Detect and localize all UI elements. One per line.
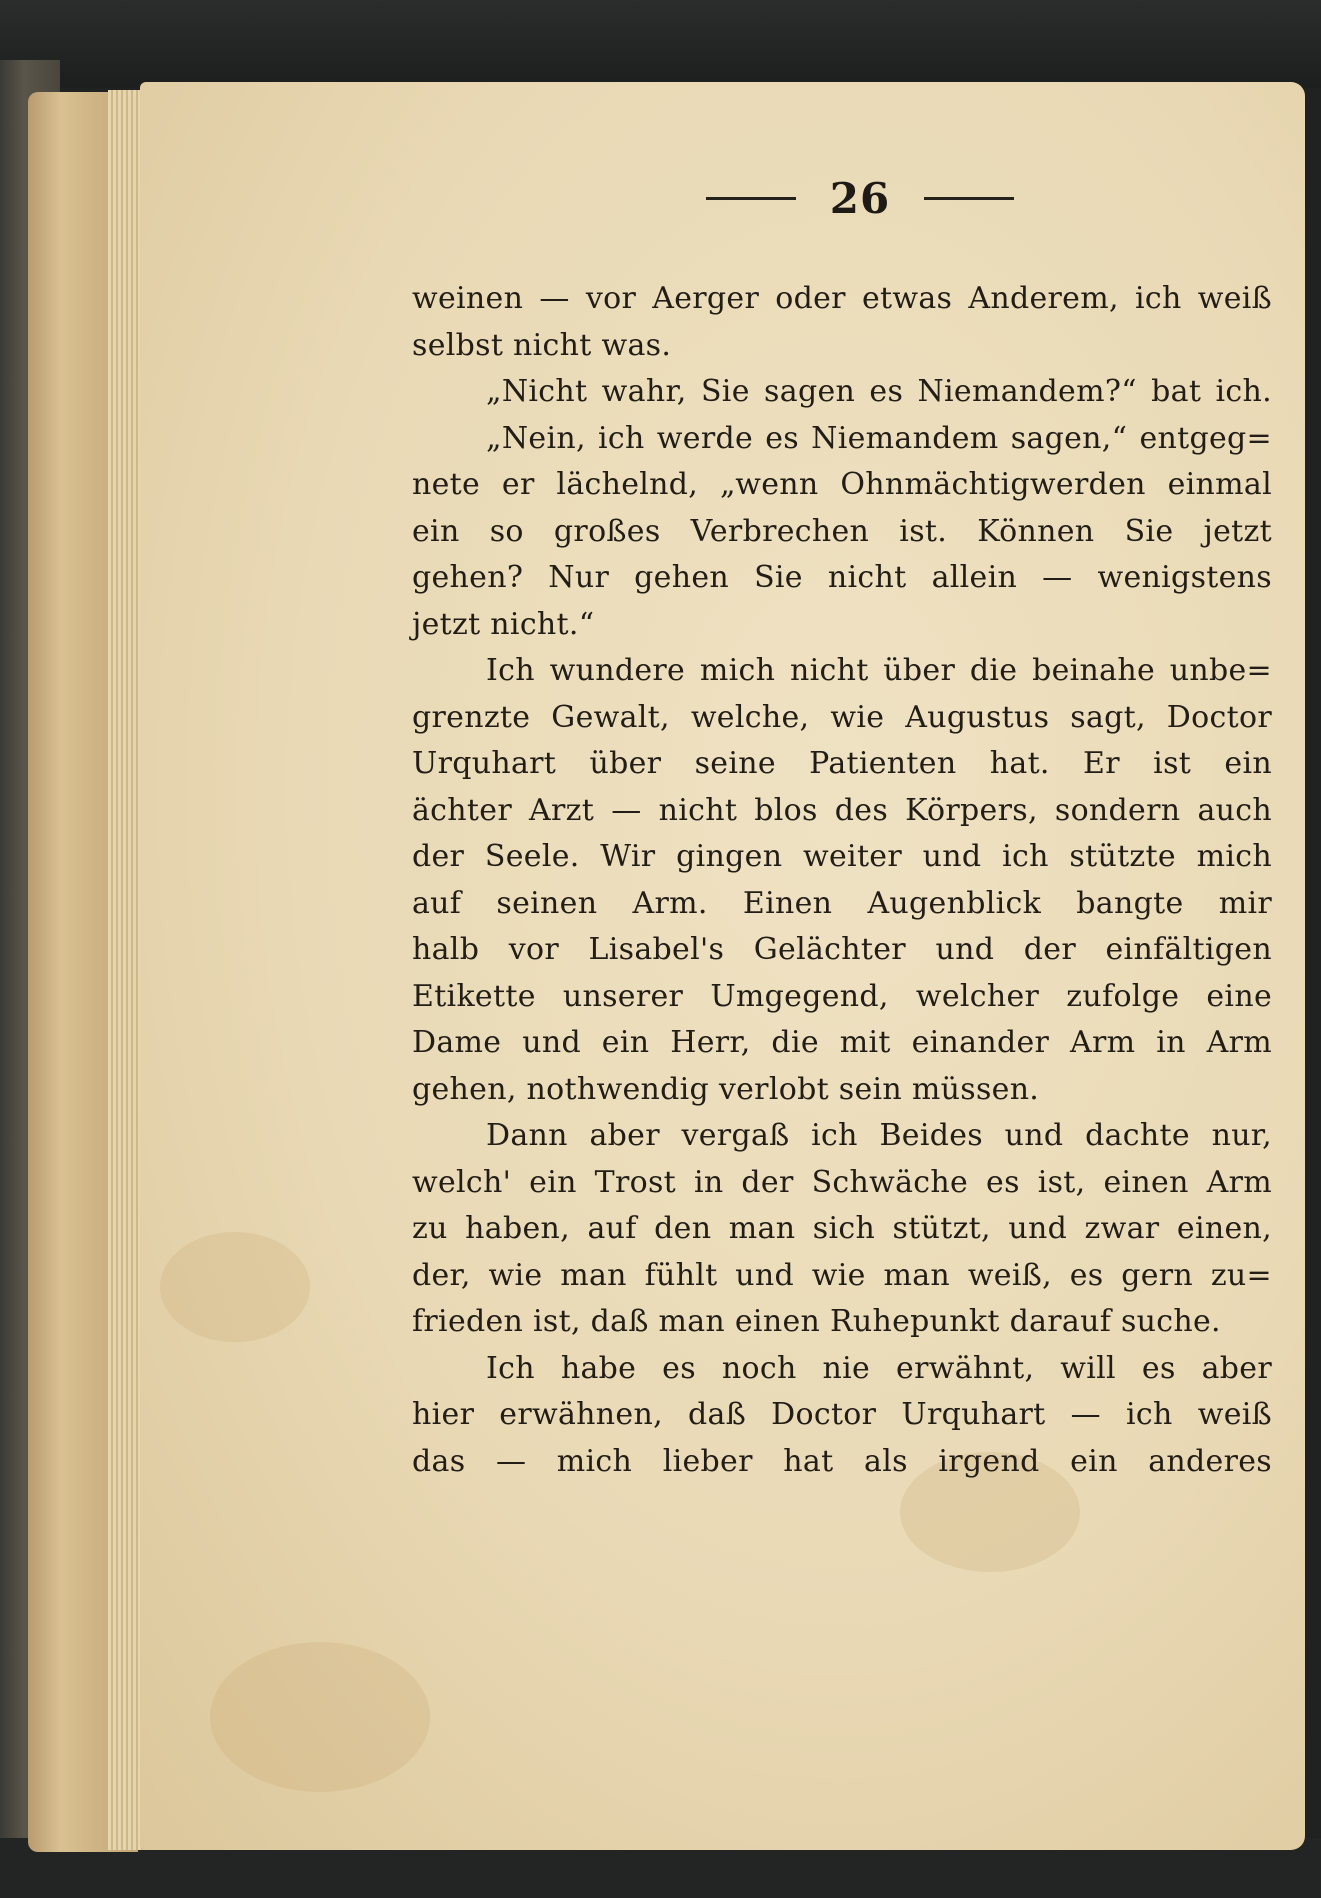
text-line: frieden ist, daß man einen Ruhepunkt darauf suche. bbox=[412, 1304, 1221, 1339]
text-line: Dame und ein Herr, die mit einander Arm in Arm bbox=[412, 1025, 1272, 1060]
text-line: der, wie man fühlt und wie man weiß, es gern zu= bbox=[412, 1257, 1272, 1293]
text-line: Ich wundere mich nicht über die beinahe unbe= bbox=[486, 653, 1272, 688]
text-line: „Nein, ich werde es Niemandem sagen,“ entgeg= bbox=[486, 420, 1272, 456]
text-line: „Nicht wahr, Sie sagen es Niemandem?“ bat ich. bbox=[486, 374, 1272, 409]
text-line: nete er lächelnd, „wenn Ohnmächtigwerden einmal bbox=[412, 467, 1272, 502]
text-line: Ich habe es noch nie erwähnt, will es aber bbox=[486, 1350, 1272, 1386]
header-rule-left bbox=[706, 197, 796, 200]
paper-stain bbox=[210, 1642, 430, 1792]
text-line: jetzt nicht.“ bbox=[412, 606, 595, 642]
text-line: hier erwähnen, daß Doctor Urquhart — ich weiß bbox=[412, 1397, 1272, 1432]
text-line: der Seele. Wir gingen weiter und ich stützte mich bbox=[412, 839, 1272, 874]
header-rule-right bbox=[924, 197, 1014, 200]
text-line: grenzte Gewalt, welche, wie Augustus sagt, Doctor bbox=[412, 699, 1272, 735]
text-line: welch' ein Trost in der Schwäche es ist, einen Arm bbox=[412, 1164, 1272, 1200]
text-line: ein so großes Verbrechen ist. Können Sie jetzt bbox=[412, 513, 1272, 549]
text-line: selbst nicht was. bbox=[412, 327, 672, 363]
text-line: zu haben, auf den man sich stützt, und zwar einen, bbox=[412, 1211, 1272, 1246]
page-number: 26 bbox=[829, 173, 891, 223]
body-text bbox=[412, 276, 1272, 1485]
text-line: ächter Arzt — nicht blos des Körpers, sondern auch bbox=[412, 792, 1272, 828]
text-line: Etikette unserer Umgegend, welcher zufolge eine bbox=[412, 978, 1272, 1014]
text-line: halb vor Lisabel's Gelächter und der einfältigen bbox=[412, 932, 1272, 967]
text-line: gehen, nothwendig verlobt sein müssen. bbox=[412, 1071, 1040, 1107]
paper-stain bbox=[160, 1232, 310, 1342]
page-header bbox=[650, 168, 1070, 228]
text-line: auf seinen Arm. Einen Augenblick bangte mir bbox=[412, 885, 1272, 921]
text-line: gehen? Nur gehen Sie nicht allein — wenigstens bbox=[412, 560, 1272, 595]
text-line: Urquhart über seine Patienten hat. Er ist ein bbox=[412, 746, 1272, 781]
text-line: das — mich lieber hat als irgend ein anderes bbox=[412, 1443, 1272, 1479]
text-line: weinen — vor Aerger oder etwas Anderem, ich weiß bbox=[412, 281, 1272, 316]
text-line: Dann aber vergaß ich Beides und dachte nur, bbox=[486, 1118, 1272, 1153]
book-cover-top bbox=[0, 0, 1321, 88]
